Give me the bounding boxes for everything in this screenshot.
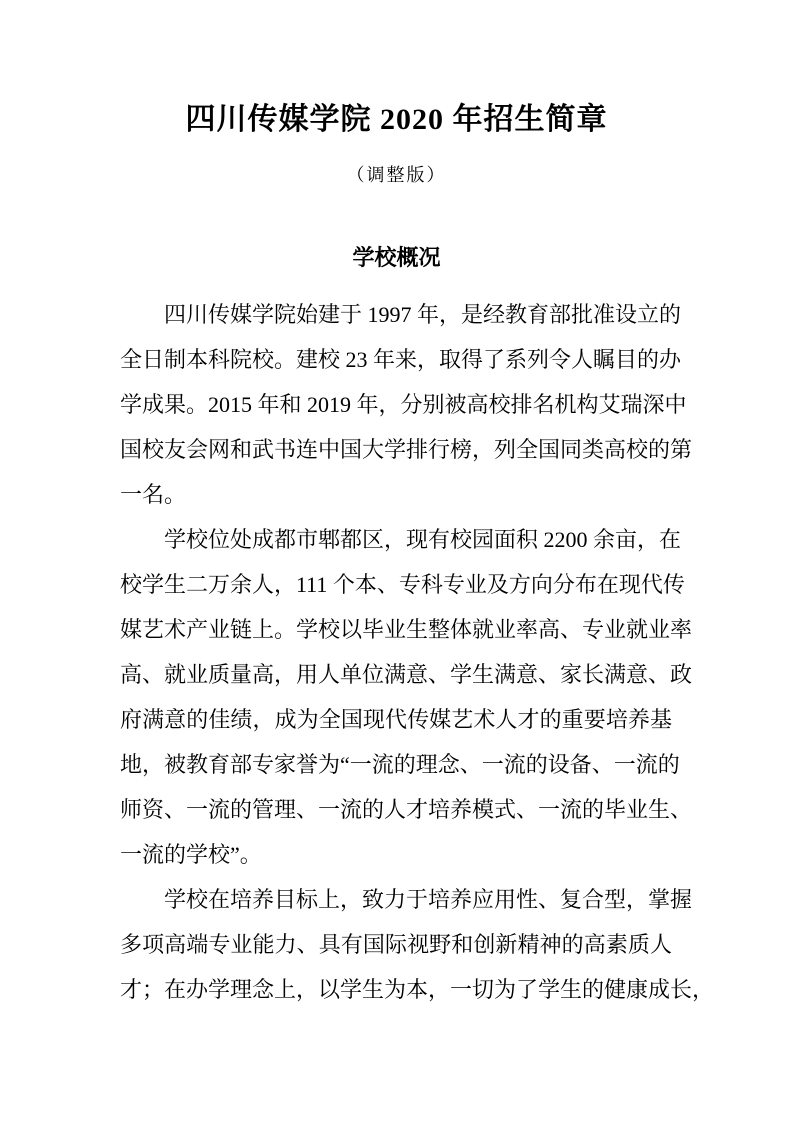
text-line: 校学生二万余人，111 个本、专科专业及方向分布在现代传 — [120, 572, 685, 597]
text-line: 一名。 — [120, 482, 187, 507]
text-line: 媒艺术产业链上。学校以毕业生整体就业率高、专业就业率 — [120, 617, 693, 642]
text-line: 高、就业质量高，用人单位满意、学生满意、家长满意、政 — [120, 662, 693, 687]
document-body — [120, 292, 715, 1012]
text-line: 全日制本科院校。建校 23 年来，取得了系列令人瞩目的办 — [120, 347, 682, 372]
text-line: 一流的学校”。 — [120, 842, 262, 867]
paragraph — [120, 877, 715, 1012]
text-line: 多项高端专业能力、具有国际视野和创新精神的高素质人 — [120, 932, 672, 957]
text-line: 四川传媒学院始建于 1997 年，是经教育部批准设立的 — [164, 302, 682, 327]
document-title: 四川传媒学院 2020 年招生简章 — [185, 103, 608, 136]
document-subtitle: （调整版） — [346, 165, 447, 185]
text-line: 学成果。2015 年和 2019 年，分别被高校排名机构艾瑞深中 — [120, 392, 687, 417]
text-line: 府满意的佳绩，成为全国现代传媒艺术人才的重要培养基 — [120, 707, 672, 732]
text-line: 学校在培养目标上，致力于培养应用性、复合型，掌握 — [164, 887, 693, 912]
paragraph — [120, 517, 693, 877]
text-line: 学校位处成都市郫都区，现有校园面积 2200 余亩，在 — [164, 527, 682, 552]
text-line: 才；在办学理念上，以学生为本，一切为了学生的健康成长， — [120, 977, 715, 1002]
section-heading: 学校概况 — [352, 245, 441, 270]
text-line: 国校友会网和武书连中国大学排行榜，列全国同类高校的第 — [120, 437, 693, 462]
text-line: 师资、一流的管理、一流的人才培养模式、一流的毕业生、 — [120, 797, 693, 822]
paragraph — [120, 292, 693, 517]
text-line: 地，被教育部专家誉为“一流的理念、一流的设备、一流的 — [120, 752, 680, 777]
